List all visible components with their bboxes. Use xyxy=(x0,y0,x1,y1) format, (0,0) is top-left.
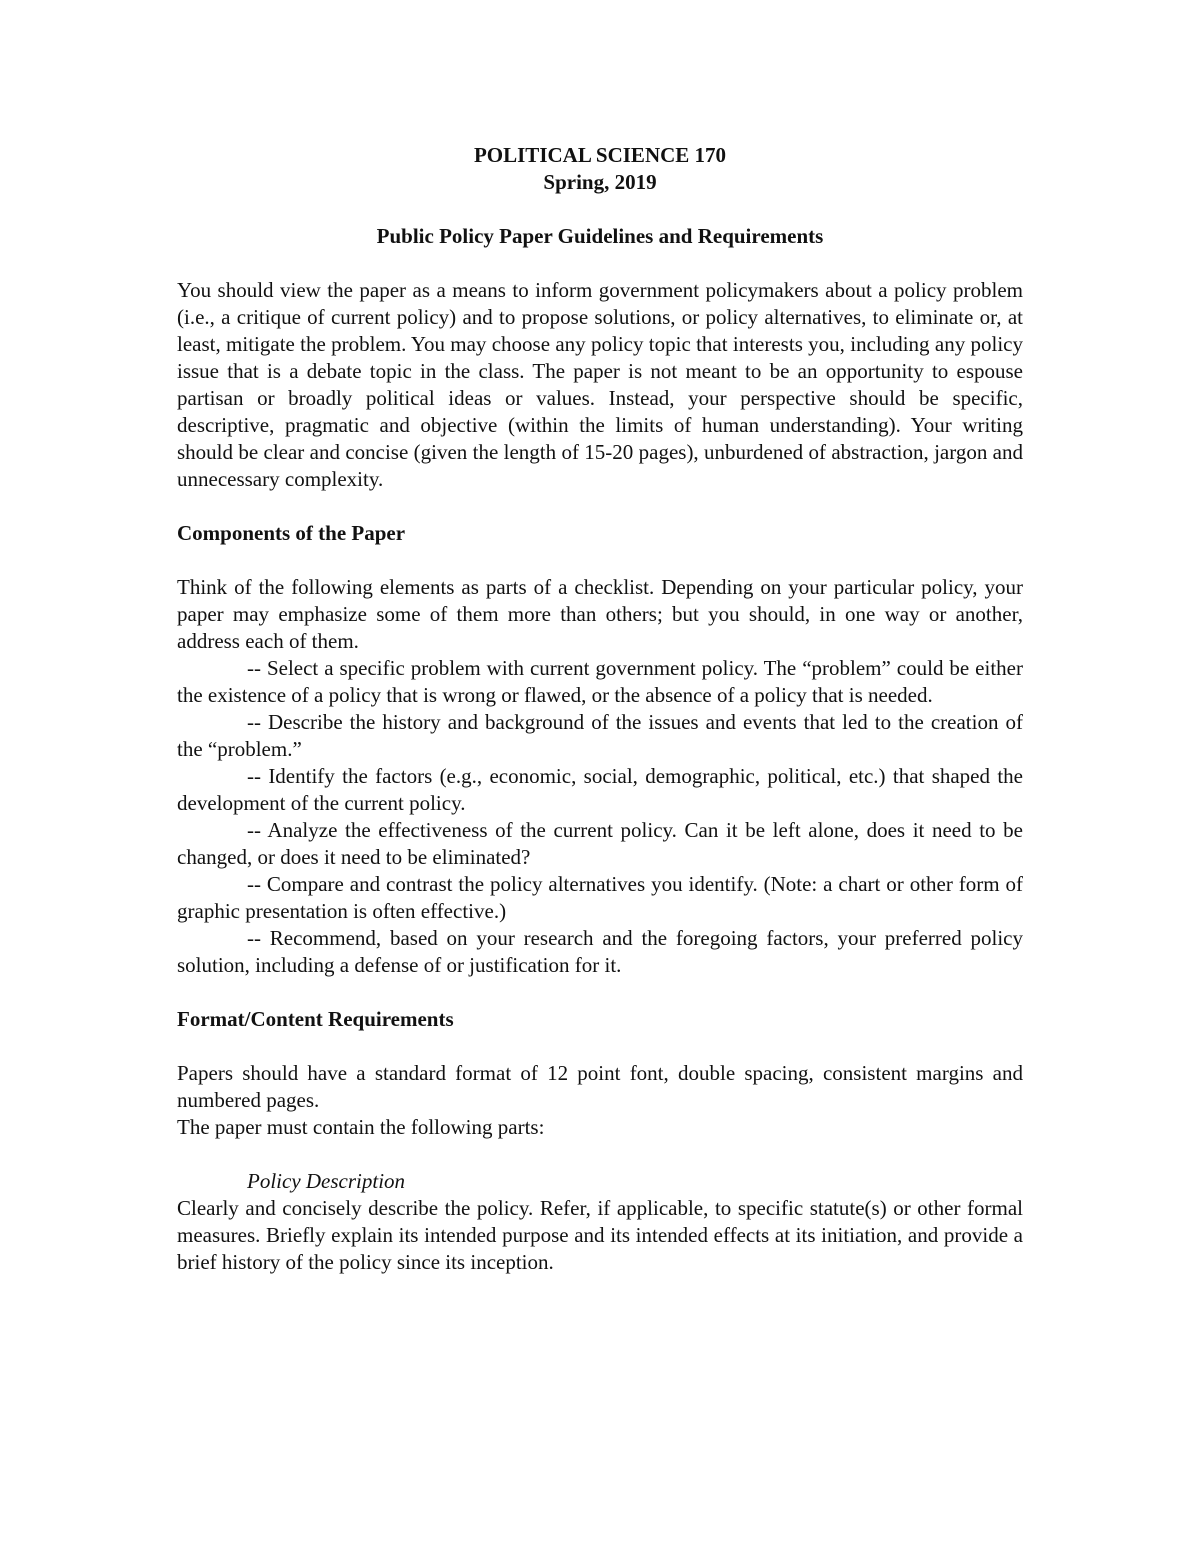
course-title: POLITICAL SCIENCE 170 xyxy=(473,143,727,167)
spacer xyxy=(177,196,1023,223)
spacer xyxy=(177,1033,1023,1060)
checklist-item: -- Recommend, based on your research and the foregoing factors, your preferred policy solution, including a defense of or justification for it. xyxy=(177,926,1023,977)
intro-paragraph: You should view the paper as a means to inform government policymakers about a policy problem (i.e., a critique of current policy) and to propose solutions, or policy alternatives, to eliminate or, at least, mitigate the problem. You may choose any policy topic that interests you, including any policy issue that is a debate topic in the class. The paper is not meant to be an opportunity to espouse partisan or broadly political ideas or values. Instead, your perspective should be specific, descriptive, pragmatic and objective (within the limits of human understanding). Your writing should be clear and concise (given the length of 15-20 pages), unburdened of abstraction, jargon and unnecessary complexity. xyxy=(177,278,1023,491)
term-label: Spring, 2019 xyxy=(543,170,657,194)
checklist-item: -- Analyze the effectiveness of the current policy. Can it be left alone, does it need to be changed, or does it need to be eliminated? xyxy=(177,818,1023,869)
policy-description-subheading: Policy Description xyxy=(247,1169,406,1193)
policy-description-paragraph: Clearly and concisely describe the policy. Refer, if applicable, to specific statute(s) or other formal measures. Briefly explain its intended purpose and its intended effects at its initiation, and provide a brief history of the policy since its inception. xyxy=(177,1196,1023,1274)
spacer xyxy=(177,1141,1023,1168)
parts-intro: The paper must contain the following parts: xyxy=(177,1115,545,1139)
checklist-item: -- Identify the factors (e.g., economic, social, demographic, political, etc.) that shaped the development of the current policy. xyxy=(177,764,1023,815)
spacer xyxy=(177,979,1023,1006)
checklist-item: -- Describe the history and background of the issues and events that led to the creation of the “problem.” xyxy=(177,710,1023,761)
document-body xyxy=(177,142,1023,1276)
components-intro: Think of the following elements as parts of a checklist. Depending on your particular policy, your paper may emphasize some of them more than others; but you should, in one way or another, address each of them. xyxy=(177,575,1023,653)
components-heading: Components of the Paper xyxy=(177,521,406,545)
checklist-item: -- Compare and contrast the policy alternatives you identify. (Note: a chart or other form of graphic presentation is often effective.) xyxy=(177,872,1023,923)
format-heading: Format/Content Requirements xyxy=(177,1007,454,1031)
spacer xyxy=(177,250,1023,277)
checklist-item: -- Select a specific problem with current government policy. The “problem” could be either the existence of a policy that is wrong or flawed, or the absence of a policy that is needed. xyxy=(177,656,1023,707)
format-requirements: Papers should have a standard format of 12 point font, double spacing, consistent margins and numbered pages. xyxy=(177,1061,1023,1112)
spacer xyxy=(177,547,1023,574)
spacer xyxy=(177,493,1023,520)
document-title: Public Policy Paper Guidelines and Requirements xyxy=(376,224,824,248)
